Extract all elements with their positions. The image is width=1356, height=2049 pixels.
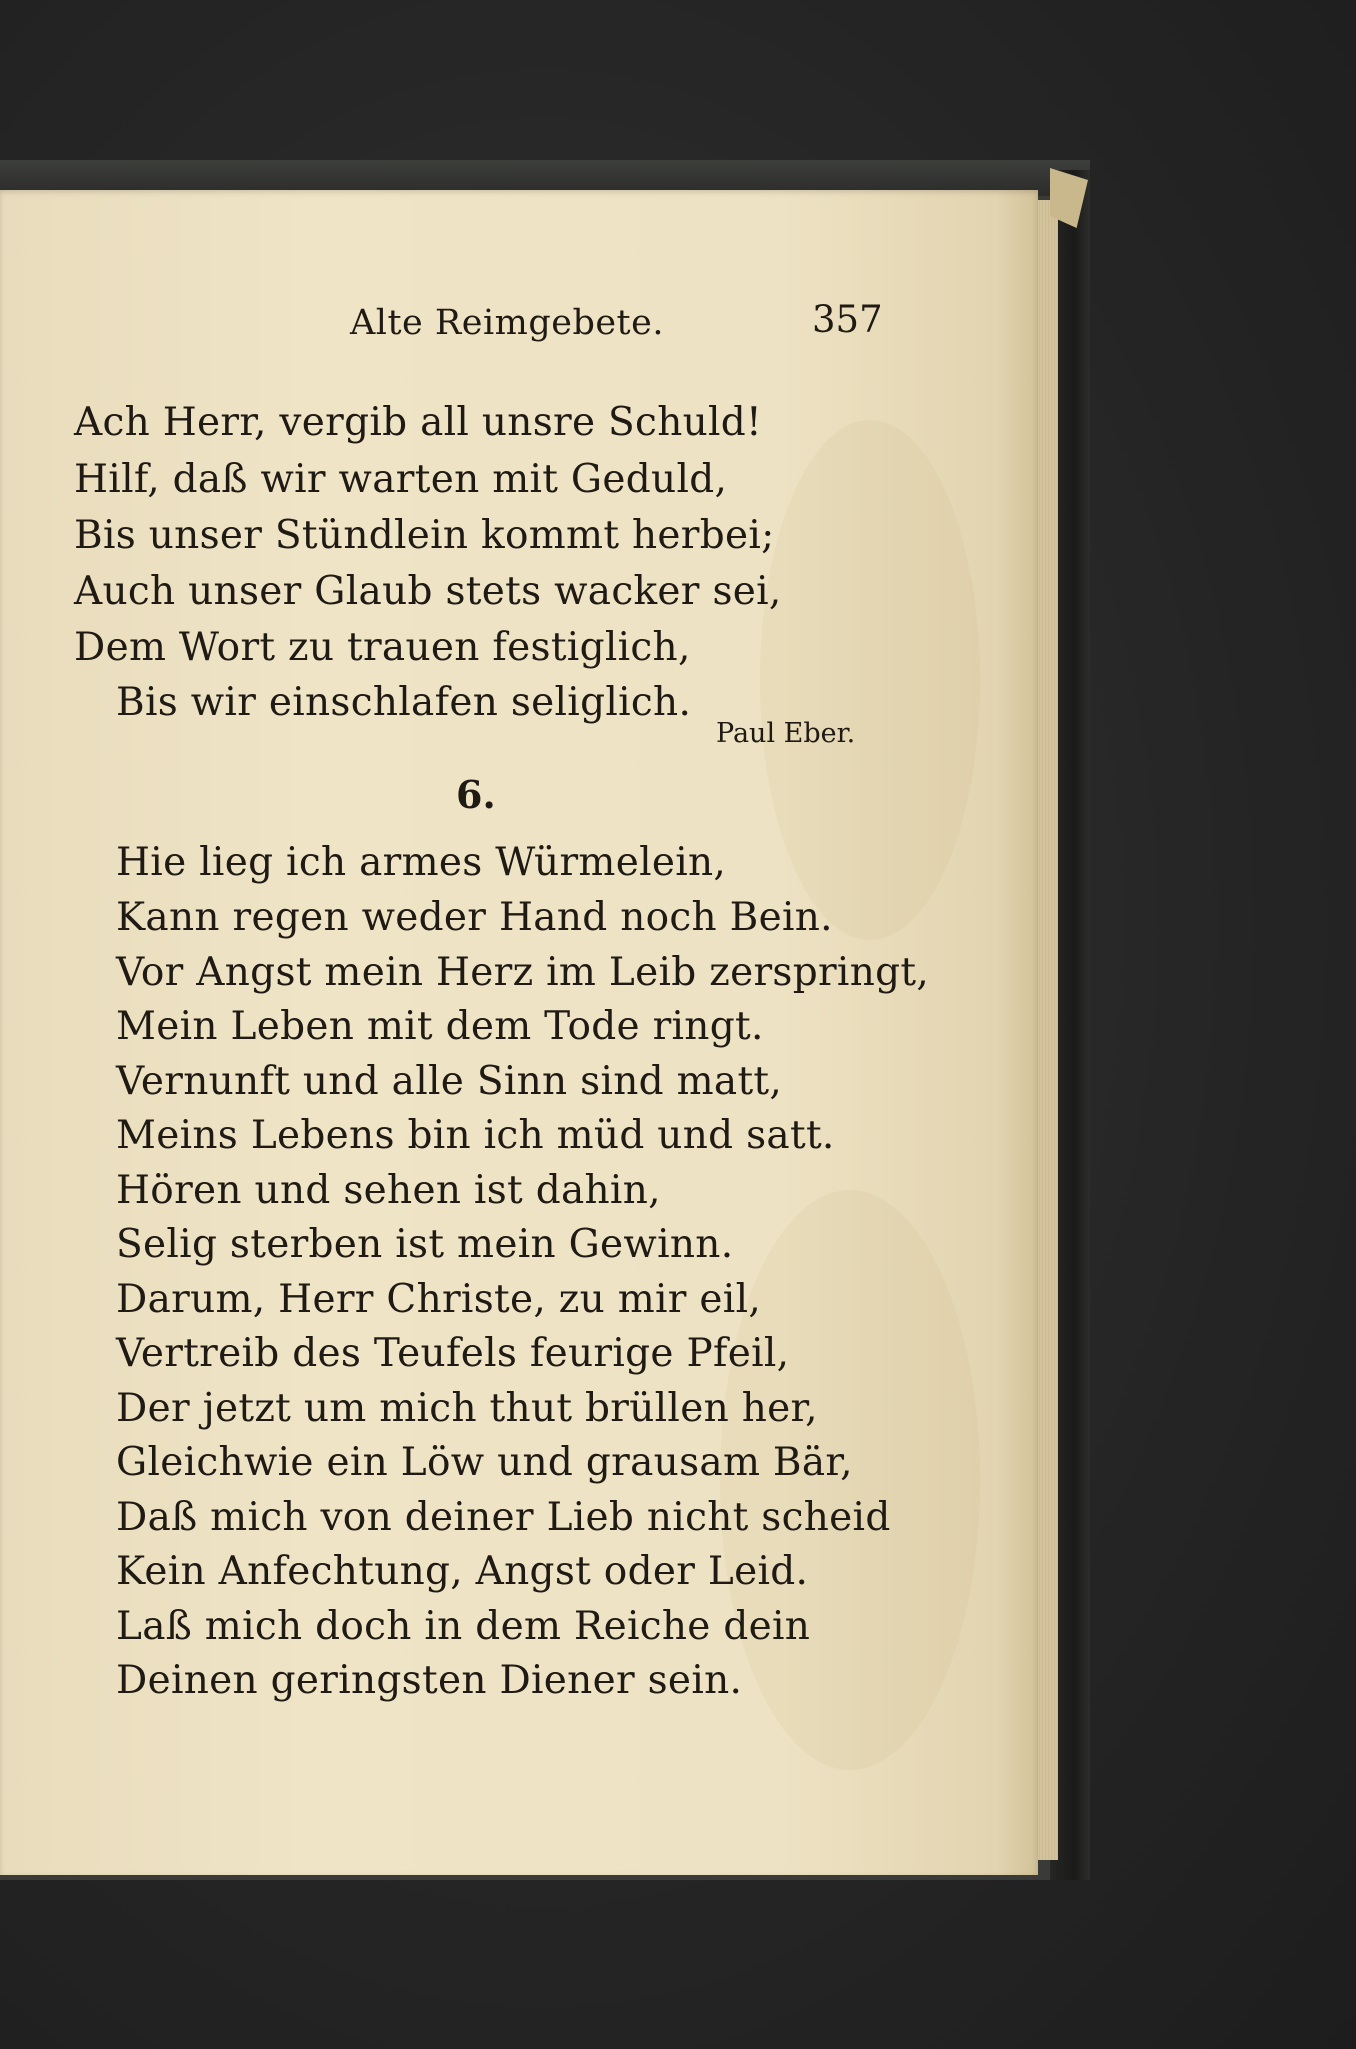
verse-line: Vernunft und alle Sinn sind matt, xyxy=(116,1059,783,1104)
paper-stain xyxy=(760,420,980,940)
verse-line: Hören und sehen ist dahin, xyxy=(116,1168,661,1213)
section-number: 6. xyxy=(456,772,496,817)
verse-line: Deinen geringsten Diener sein. xyxy=(116,1658,743,1703)
verse-line: Mein Leben mit dem Tode ringt. xyxy=(116,1004,764,1049)
running-header: Alte Reimgebete. xyxy=(350,303,664,343)
verse-line: Selig sterben ist mein Gewinn. xyxy=(116,1222,734,1267)
verse-line: Vor Angst mein Herz im Leib zerspringt, xyxy=(116,950,930,995)
verse-line: Auch unser Glaub stets wacker sei, xyxy=(74,569,782,614)
verse-line: Darum, Herr Christe, zu mir eil, xyxy=(116,1277,762,1322)
verse-line: Daß mich von deiner Lieb nicht scheid xyxy=(116,1495,891,1540)
verse-line: Hilf, daß wir warten mit Geduld, xyxy=(74,457,728,502)
verse-line: Vertreib des Teufels feurige Pfeil, xyxy=(116,1331,790,1376)
author-signature: Paul Eber. xyxy=(716,718,856,749)
verse-line: Der jetzt um mich thut brüllen her, xyxy=(116,1386,818,1431)
verse-line: Kann regen weder Hand noch Bein. xyxy=(116,895,833,940)
verse-line: Hie lieg ich armes Würmelein, xyxy=(116,840,727,885)
page-number: 357 xyxy=(812,298,883,341)
verse-line: Gleichwie ein Löw und grausam Bär, xyxy=(116,1440,853,1485)
verse-line: Kein Anfechtung, Angst oder Leid. xyxy=(116,1549,809,1594)
verse-line: Bis unser Stündlein kommt herbei; xyxy=(74,513,775,558)
verse-line: Dem Wort zu trauen festiglich, xyxy=(74,625,691,670)
verse-line: Bis wir einschlafen seliglich. xyxy=(116,680,692,725)
verse-line: Meins Lebens bin ich müd und satt. xyxy=(116,1113,835,1158)
verse-line: Ach Herr, vergib all unsre Schuld! xyxy=(74,400,763,445)
verse-line: Laß mich doch in dem Reiche dein xyxy=(116,1604,811,1649)
